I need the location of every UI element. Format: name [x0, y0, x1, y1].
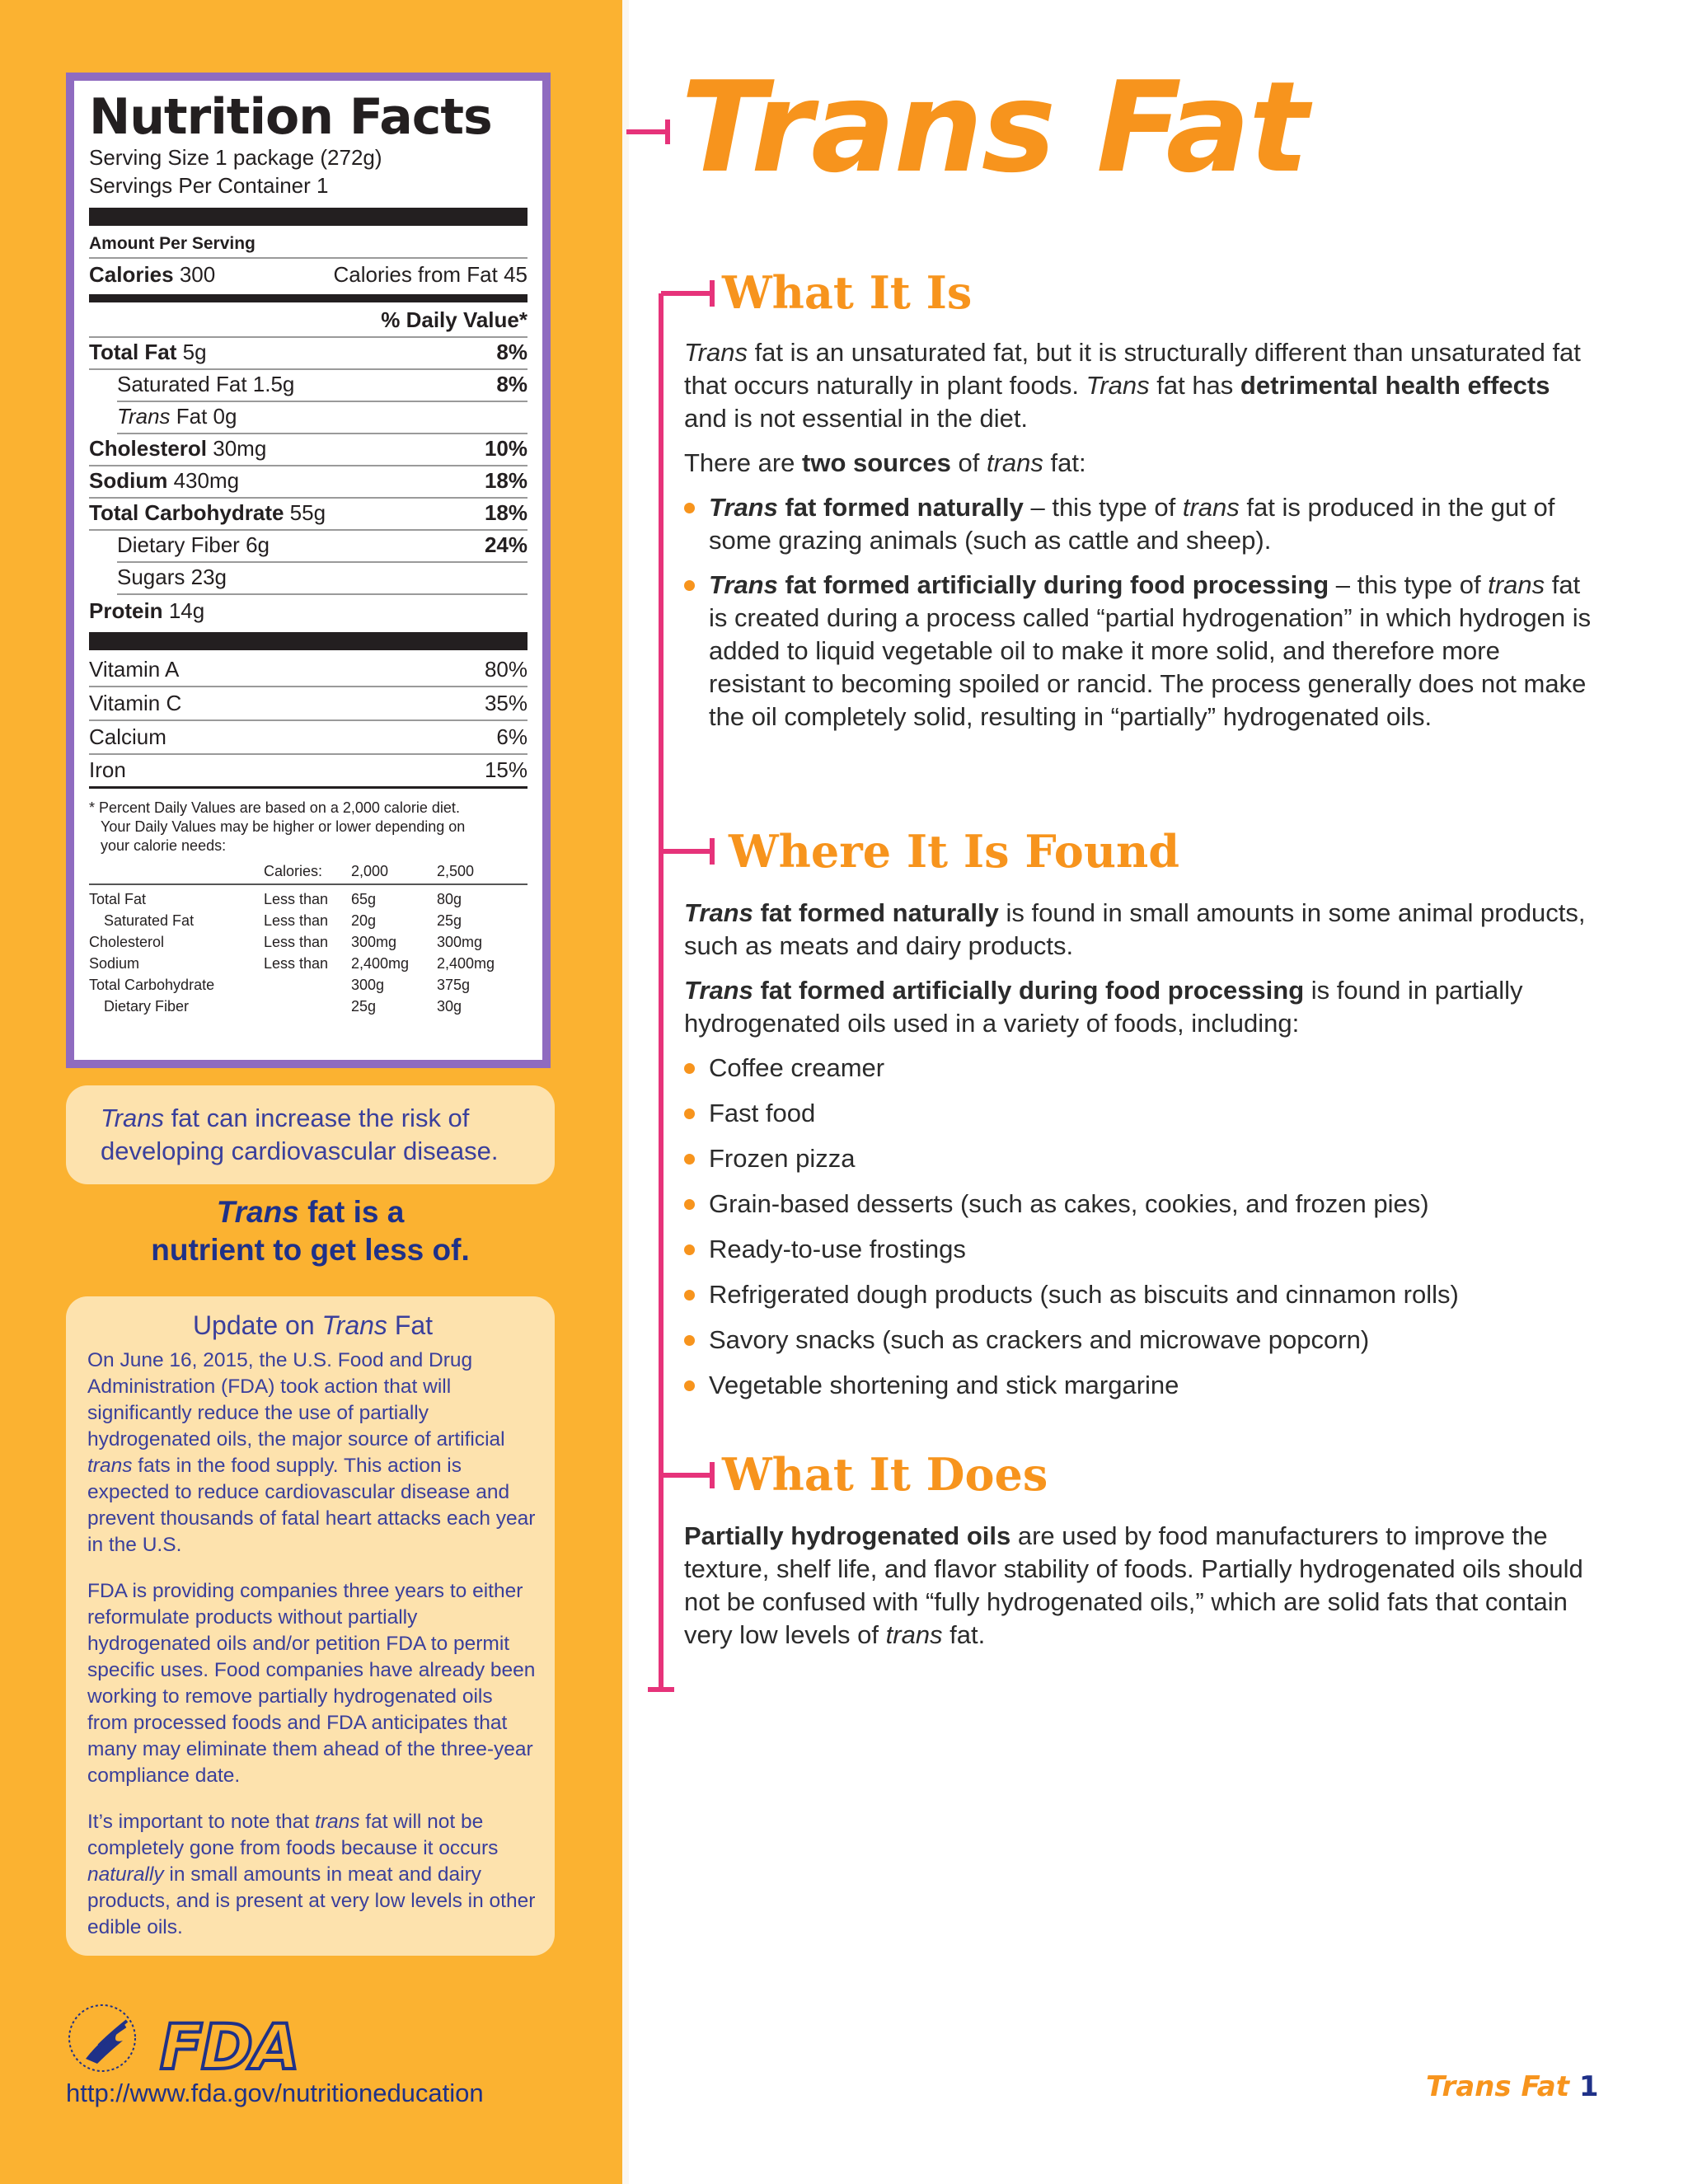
nutrient-row-cholesterol: Cholesterol 30mg 10% — [89, 434, 528, 466]
nutrient-row-saturated-fat: Saturated Fat 1.5g 8% — [117, 370, 528, 402]
vitamin-row: Calcium 6% — [89, 721, 528, 755]
update-paragraph: On June 16, 2015, the U.S. Food and Drug Administration (FDA) took action that will significantly reduce the use of partially hydrogenated oils, the major source of artificial trans fats in the food supply. This action is expected to reduce cardiovascular disease and prevent thousands of fatal heart attacks each year in the U.S. — [87, 1349, 536, 1556]
calories-from-fat: Calories from Fat 45 — [333, 262, 528, 287]
page-title: Trans Fat — [681, 54, 1307, 200]
list-item: Ready-to-use frostings — [684, 1233, 1599, 1266]
update-on-trans-fat-box — [66, 1296, 555, 1956]
nutrient-row-sugars: Sugars 23g — [117, 563, 528, 595]
table-row: Sodium Less than 2,400mg 2,400mg — [89, 955, 495, 972]
list-item: Frozen pizza — [684, 1142, 1599, 1175]
update-paragraph: It’s important to note that trans fat will not be completely gone from foods because it occurs naturally in small amounts in meat and dairy products, and is present at very low levels in other edible oils. — [87, 1811, 536, 1938]
update-title: Update on Trans Fat — [192, 1310, 434, 1340]
hhs-seal-icon — [69, 2005, 135, 2071]
vitamin-row: Vitamin C 35% — [89, 687, 528, 721]
calories-label: Calories — [89, 262, 174, 287]
nutrition-facts-title: Nutrition Facts — [89, 88, 492, 146]
table-row: Total Fat Less than 65g 80g — [89, 891, 462, 907]
table-header: Calories: 2,000 2,500 — [264, 863, 475, 879]
page-number: 1 — [1578, 2070, 1599, 2103]
where-found-paragraph: Trans fat formed artificially during food processing is found in partially hydrogenated oils used in a variety of foods, including: — [684, 976, 1523, 1038]
daily-value-table — [89, 860, 528, 1017]
where-found-paragraph: Trans fat formed naturally is found in small amounts in some animal products, such as meats and dairy products. — [684, 898, 1586, 960]
list-item: Refrigerated dough products (such as biscuits and cinnamon rolls) — [684, 1278, 1599, 1311]
section-what-it-is — [684, 336, 1599, 745]
fda-url-link[interactable]: http://www.fda.gov/nutritioneducation — [66, 2079, 484, 2107]
heading-what-it-does: What It Does — [722, 1448, 1048, 1501]
update-paragraph: FDA is providing companies three years to either reformulate products without partially hydrogenated oils and/or petition FDA to permit specific uses. Food companies have already been working to remove partially hydrogenated oils from processed foods and FDA anticipates that many may eliminate them ahead of the three-year compliance date. — [87, 1580, 536, 1787]
what-it-does-paragraph: Partially hydrogenated oils are used by food manufacturers to improve the texture, shelf life, and flavor stability of foods. Partially hydrogenated oils should not be confused with “fully hydrogenated oils,” which are solid fats that contain very low levels of trans fat. — [684, 1521, 1583, 1649]
daily-value-footnote: * Percent Daily Values are based on a 2,000 calorie diet. Your Daily Values may be higher or lower depending on your calorie needs: — [89, 799, 466, 854]
calories-value: 300 — [179, 262, 216, 287]
fda-logo — [160, 2010, 298, 2083]
dv-value: 8% — [496, 340, 528, 364]
list-item: Vegetable shortening and stick margarine — [684, 1369, 1599, 1402]
serving-size: Serving Size 1 package (272g) — [89, 145, 382, 170]
table-row: Cholesterol Less than 300mg 300mg — [89, 934, 483, 950]
list-item: Trans fat formed artificially during food processing – this type of trans fat is created during a process called “partial hydrogenation” in which hydrogen is added to liquid vegetable oil to make it more solid, and therefore more resistant to becoming spoiled or rancid. The process generally does not make the oil completely solid, resulting in “partially” hydrogenated oils. — [684, 569, 1599, 733]
dv-value: 18% — [484, 500, 528, 525]
risk-callout: Trans fat can increase the risk of developing cardiovascular disease. — [66, 1085, 555, 1184]
list-item: Coffee creamer — [684, 1052, 1599, 1085]
vitamin-row: Iron 15% — [89, 755, 528, 789]
dv-value: 8% — [496, 372, 528, 396]
nutrition-facts-label — [66, 73, 551, 1068]
dv-value: 18% — [484, 468, 528, 493]
nutrient-row-trans-fat: Trans Fat 0g — [117, 402, 528, 434]
table-row: Total Carbohydrate 300g 375g — [89, 977, 471, 993]
label-thick-bar — [89, 208, 528, 226]
list-item: Grain-based desserts (such as cakes, cookies, and frozen pies) — [684, 1188, 1599, 1221]
page-footer — [1426, 2069, 1598, 2105]
section-what-it-does — [684, 1520, 1599, 1663]
dv-value: 10% — [484, 436, 528, 461]
calories-row — [89, 259, 528, 291]
servings-per-container: Servings Per Container 1 — [89, 173, 329, 198]
footer-title: Trans Fat — [1426, 2070, 1569, 2103]
nutrient-row-protein: Protein 14g — [89, 598, 205, 623]
vitamin-row: Vitamin A 80% — [89, 654, 528, 687]
daily-value-header: % Daily Value* — [89, 306, 528, 338]
nutrient-row-dietary-fiber: Dietary Fiber 6g 24% — [117, 531, 528, 563]
two-sources-intro: There are two sources of trans fat: — [684, 448, 1086, 477]
heading-what-it-is: What It Is — [722, 266, 973, 319]
foods-list — [684, 1052, 1599, 1402]
section-where-it-is-found — [684, 897, 1599, 1414]
table-row: Saturated Fat Less than 20g 25g — [104, 912, 462, 929]
list-item: Fast food — [684, 1097, 1599, 1130]
what-it-is-paragraph: Trans fat is an unsaturated fat, but it is structurally different than unsaturated fat that occurs naturally in plant foods. Trans fat has detrimental health effects and is not essential in the diet. — [684, 338, 1581, 433]
nutrient-row-total-carbohydrate: Total Carbohydrate 55g 18% — [89, 499, 528, 531]
agency-logos — [61, 1993, 308, 2083]
fda-logo-text: FDA — [160, 2010, 298, 2083]
label-thick-bar — [89, 632, 528, 650]
amount-per-serving: Amount Per Serving — [89, 231, 528, 259]
column-divider — [622, 0, 629, 2184]
list-item: Savory snacks (such as crackers and microwave popcorn) — [684, 1324, 1599, 1357]
nutrient-row-total-fat: Total Fat 5g 8% — [89, 338, 528, 370]
label-medium-bar — [89, 294, 528, 302]
dv-value: 24% — [484, 532, 528, 557]
nutrient-row-sodium: Sodium 430mg 18% — [89, 466, 528, 499]
table-row: Dietary Fiber 25g 30g — [104, 998, 462, 1015]
list-item: Trans fat formed naturally – this type of trans fat is produced in the gut of some grazing animals (such as cattle and sheep). — [684, 491, 1599, 557]
nutrient-to-get-less-of: Trans fat is a nutrient to get less of. — [151, 1195, 470, 1267]
heading-where-it-is-found: Where It Is Found — [729, 825, 1180, 878]
